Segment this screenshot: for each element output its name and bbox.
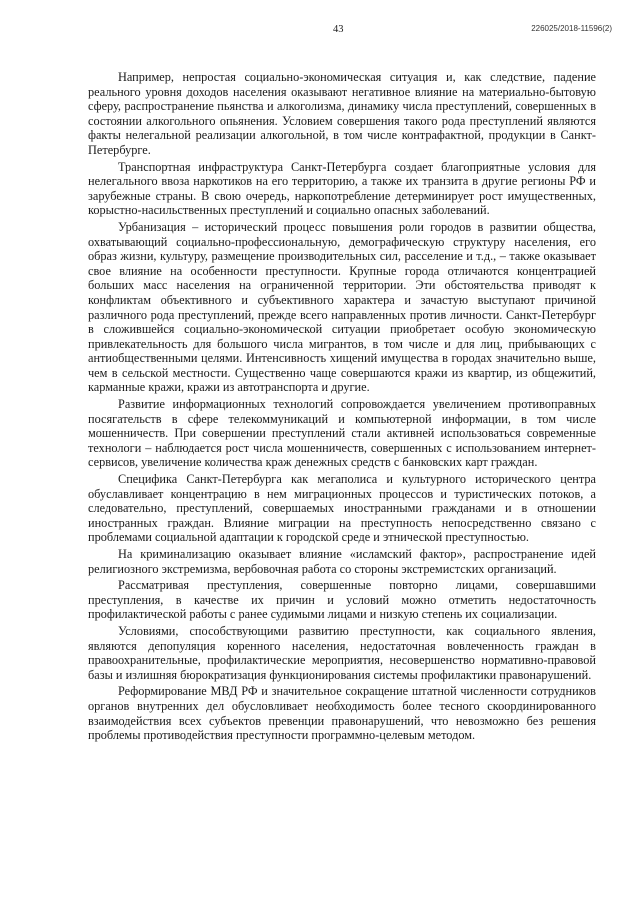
paragraph-conditions: Условиями, способствующими развитию преступности, как социального явления, являются депопуляция коренного населения, недостаточная вовлеченность граждан в правоохранительные, профилактические мероприятия, несовершенство нормативно-правовой базы и излишняя бюрократизация функционирования системы профилактики правонарушений. (88, 623, 596, 682)
page-number: 43 (333, 24, 344, 35)
page-header (0, 24, 640, 40)
document-body (88, 70, 596, 745)
paragraph-urbanization: Урбанизация – исторический процесс повышения роли городов в развитии общества, охватывающий социально-профессиональную, демографическую структуру населения, его образ жизни, культуру, размещение производительных сил, расселение и т.д., – также оказывает свое влияние на особенности преступности. Крупные города отличаются концентрацией больших масс населения на ограниченной территории. Эти обстоятельства приводят к конфликтам объективного и субъективного характера и зачастую выступают причиной различного рода преступлений, прежде всего направленных против личности. Санкт-Петербург в сложившейся социально-экономической ситуации приобретает особую экономическую привлекательность для большого числа мигрантов, в том числе и для лиц, прибывающих с антиобщественными целями. Интенсивность хищений имущества в городах значительно выше, чем в сельской местности. Существенно чаще совершаются кражи из квартир, из общежитий, карманные кражи, кражи из автотранспорта и другие. (88, 219, 596, 395)
paragraph-alcohol: Например, непростая социально-экономическая ситуация и, как следствие, падение реального уровня доходов населения оказывают негативное влияние на материально-бытовую сферу, распространение пьянства и алкоголизма, динамику числа преступлений, совершенных в состоянии алкогольного опьянения. Условием совершения такого рода преступлений являются факты нелегальной реализации алкогольной, в том числе контрафактной, продукции в Санкт-Петербурге. (88, 70, 596, 157)
document-id: 226025/2018-11596(2) (531, 24, 612, 33)
paragraph-islamic-factor: На криминализацию оказывает влияние «исламский фактор», распространение идей религиозного экстремизма, вербовочная работа со стороны экстремистских организаций. (88, 547, 596, 576)
paragraph-reform: Реформирование МВД РФ и значительное сокращение штатной численности сотрудников органов внутренних дел обусловливает необходимость более тесного скоординированного взаимодействия всех субъектов превенции правонарушений, что невозможно без решения проблемы противодействия преступности программно-целевым методом. (88, 684, 596, 743)
paragraph-transport: Транспортная инфраструктура Санкт-Петербурга создает благоприятные условия для нелегального ввоза наркотиков на его территорию, а также их транзита в другие регионы РФ и зарубежные страны. В свою очередь, наркопотребление детерминирует рост имущественных, корыстно-насильственных преступлений и социально опасных заболеваний. (88, 159, 596, 218)
paragraph-repeat-offenders: Рассматривая преступления, совершенные повторно лицами, совершавшими преступления, в качестве их причин и условий можно отметить недостаточность профилактической работы с ранее судимыми лицами и низкую степень их социализации. (88, 578, 596, 622)
paragraph-it-technologies: Развитие информационных технологий сопровождается увеличением противоправных посягательств в сфере телекоммуникаций и компьютерной информации, в том числе мошенничеств. При совершении преступлений стали активней использоваться современные технологи – наблюдается рост числа мошенничеств, совершенных с использованием интернет-сервисов, увеличение количества краж денежных средств с банковских карт граждан. (88, 397, 596, 470)
paragraph-migration: Специфика Санкт-Петербурга как мегаполиса и культурного исторического центра обуславливает концентрацию в нем миграционных процессов и туристических потоков, а следовательно, преступлений, совершаемых иностранными гражданами и в отношении иностранных граждан. Влияние миграции на преступность непосредственно связано с проблемами социальной адаптации к городской среде и этнической преступностью. (88, 472, 596, 545)
